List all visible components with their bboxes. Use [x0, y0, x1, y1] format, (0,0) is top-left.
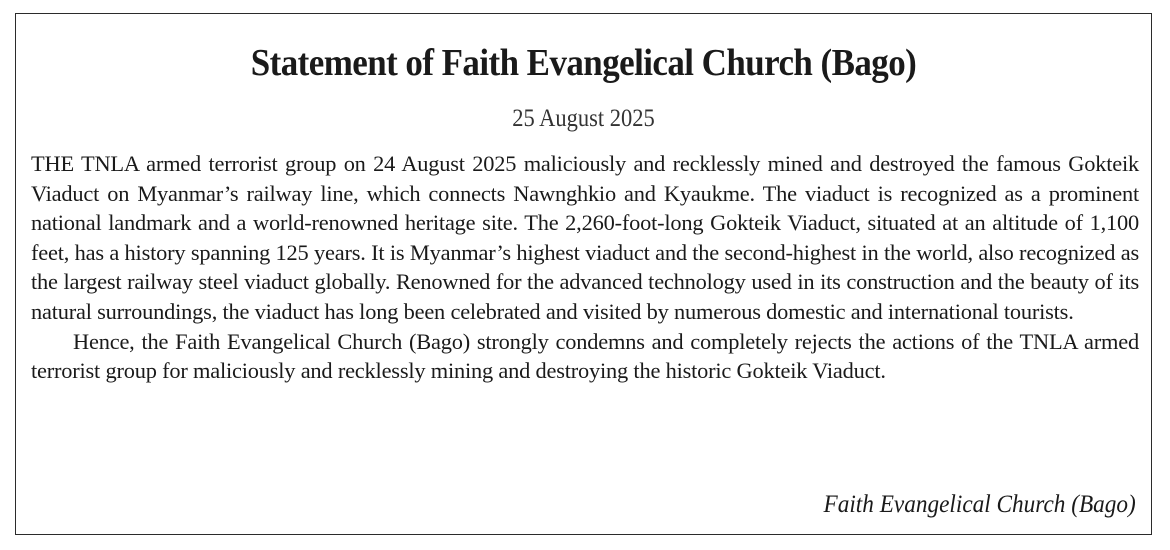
body-paragraph-2: Hence, the Faith Evangelical Church (Bago) strongly condemns and completely rejects the actions of the TNLA armed terrorist group for maliciously and recklessly mining and destroying the historic Gokteik Viaduct. [31, 328, 1139, 384]
body-paragraph-1: THE TNLA armed terrorist group on 24 August 2025 maliciously and recklessly mined and destroyed the famous Gokteik Viaduct on Myanmar’s railway line, which connects Nawnghkio and Kyaukme. The viaduct is recognized as a prominent national landmark and a world-renowned heritage site. The 2,260-foot-long Gokteik Viaduct, situated at an altitude of 1,100 feet, has a history spanning 125 years. It is Myanmar’s highest viaduct and the second-highest in the world, also recognized as the largest railway steel viaduct globally. Renowned for the advanced technology used in its construction and the beauty of its natural surroundings, the viaduct has long been celebrated and visited by numerous domestic and international tourists. [31, 151, 1139, 324]
statement-box [15, 13, 1152, 535]
statement-date: 25 August 2025 [512, 105, 655, 132]
statement-title: Statement of Faith Evangelical Church (Bago) [250, 42, 917, 84]
statement-signature: Faith Evangelical Church (Bago) [823, 491, 1136, 518]
statement-body [31, 149, 1139, 386]
